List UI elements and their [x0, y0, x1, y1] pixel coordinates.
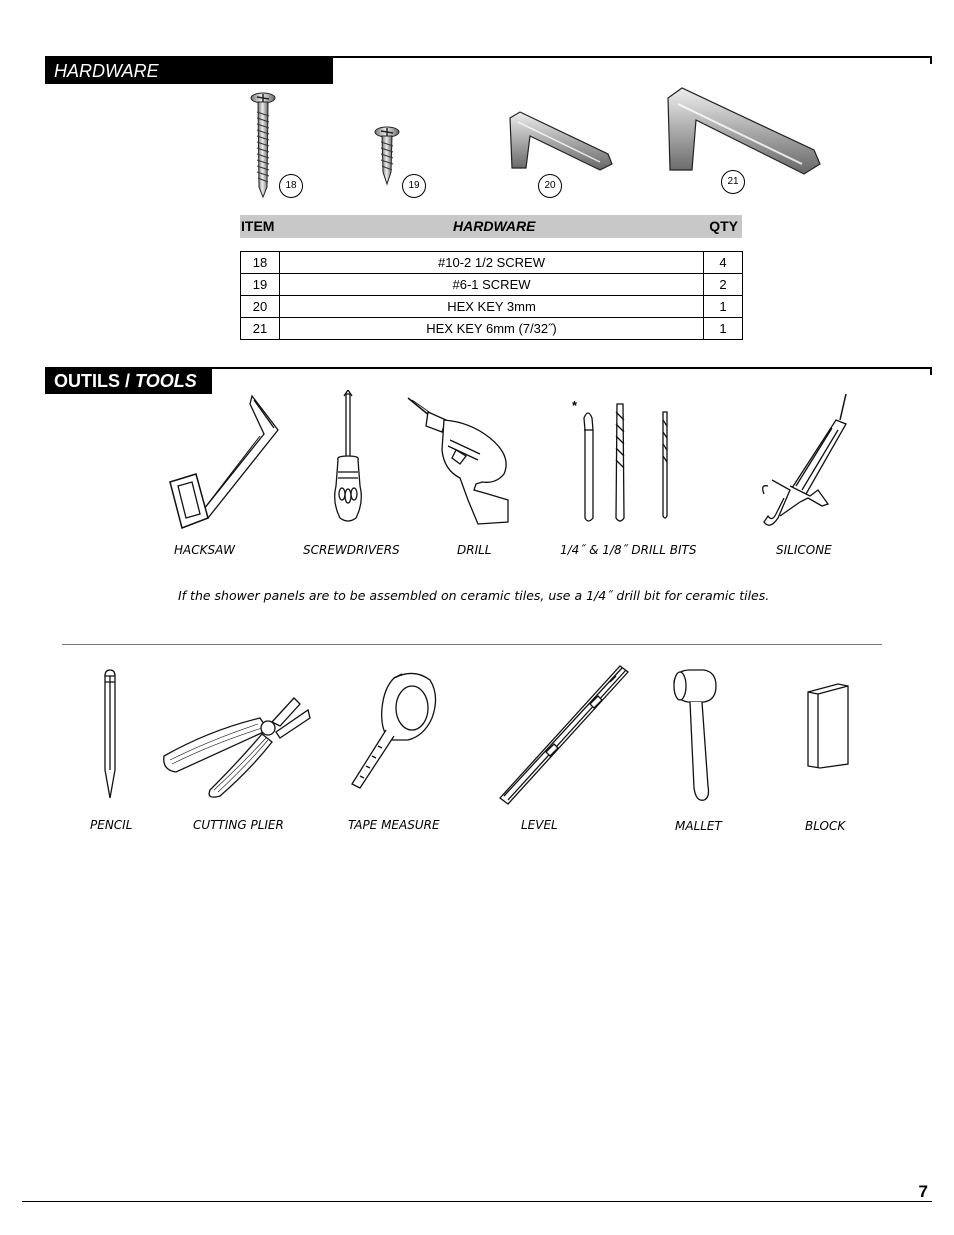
cell-hardware: #6-1 SCREW	[280, 274, 704, 296]
table-row	[241, 274, 743, 296]
tools-header-tick	[930, 367, 932, 375]
cell-qty: 1	[704, 318, 743, 340]
label-level: LEVEL	[521, 818, 558, 832]
label-drill-bits: 1/4˝ & 1/8˝ DRILL BITS	[560, 543, 697, 557]
cell-qty: 2	[704, 274, 743, 296]
hacksaw-icon	[170, 396, 278, 528]
tools-row1-illustrations	[160, 390, 860, 535]
label-silicone: SILICONE	[776, 543, 832, 557]
cell-hardware: HEX KEY 3mm	[280, 296, 704, 318]
level-icon	[500, 666, 628, 804]
item-badge-21: 21	[721, 170, 745, 194]
screwdrivers-icon	[335, 390, 362, 521]
cell-item: 20	[241, 296, 280, 318]
item-badge-20: 20	[538, 174, 562, 198]
label-hacksaw: HACKSAW	[174, 543, 235, 557]
drill-bit-asterisk: *	[572, 398, 578, 413]
hardware-section-title: HARDWARE	[45, 58, 333, 84]
hardware-table	[240, 251, 743, 340]
tape-measure-icon	[352, 673, 436, 788]
tools-divider	[62, 644, 882, 645]
label-drill: DRILL	[457, 543, 492, 557]
cell-item: 21	[241, 318, 280, 340]
label-mallet: MALLET	[675, 819, 722, 833]
cell-hardware: HEX KEY 6mm (7/32˝)	[280, 318, 704, 340]
pencil-icon	[105, 670, 115, 798]
block-icon	[808, 684, 848, 768]
label-cutting-plier: CUTTING PLIER	[193, 818, 284, 832]
item-badge-19: 19	[402, 174, 426, 198]
footer-rule	[22, 1201, 932, 1202]
cutting-plier-icon	[164, 698, 310, 797]
label-tape-measure: TAPE MEASURE	[348, 818, 440, 832]
cell-item: 18	[241, 252, 280, 274]
drill-icon	[408, 398, 508, 524]
header-qty: QTY	[709, 218, 738, 234]
mallet-icon	[674, 670, 716, 800]
screw-19-icon	[375, 127, 399, 184]
cell-qty: 4	[704, 252, 743, 274]
tools-title-fr: OUTILS	[54, 371, 120, 391]
hex-key-6mm-icon	[668, 88, 820, 174]
item-badge-18: 18	[279, 174, 303, 198]
label-screwdrivers: SCREWDRIVERS	[303, 543, 400, 557]
ceramic-tile-note: If the shower panels are to be assembled on ceramic tiles, use a 1/4˝ drill bit for ceramic tiles.	[178, 588, 770, 603]
cell-item: 19	[241, 274, 280, 296]
tools-row2-illustrations	[90, 660, 870, 810]
page-number: 7	[918, 1182, 928, 1201]
cell-qty: 1	[704, 296, 743, 318]
hardware-header-tick	[930, 56, 932, 64]
cell-hardware: #10-2 1/2 SCREW	[280, 252, 704, 274]
table-row	[241, 296, 743, 318]
hex-key-3mm-icon	[510, 112, 612, 170]
table-row	[241, 318, 743, 340]
silicone-gun-icon	[763, 394, 846, 525]
hardware-table-header	[240, 215, 742, 238]
label-pencil: PENCIL	[90, 818, 133, 832]
tools-title-separator: /	[125, 371, 131, 391]
drill-bits-icon	[584, 404, 667, 521]
header-item: ITEM	[241, 218, 275, 234]
tools-title-en: TOOLS	[135, 371, 197, 391]
screw-18-icon	[251, 93, 275, 197]
table-row	[241, 252, 743, 274]
label-block: BLOCK	[805, 819, 846, 833]
header-hardware: HARDWARE	[453, 218, 536, 234]
